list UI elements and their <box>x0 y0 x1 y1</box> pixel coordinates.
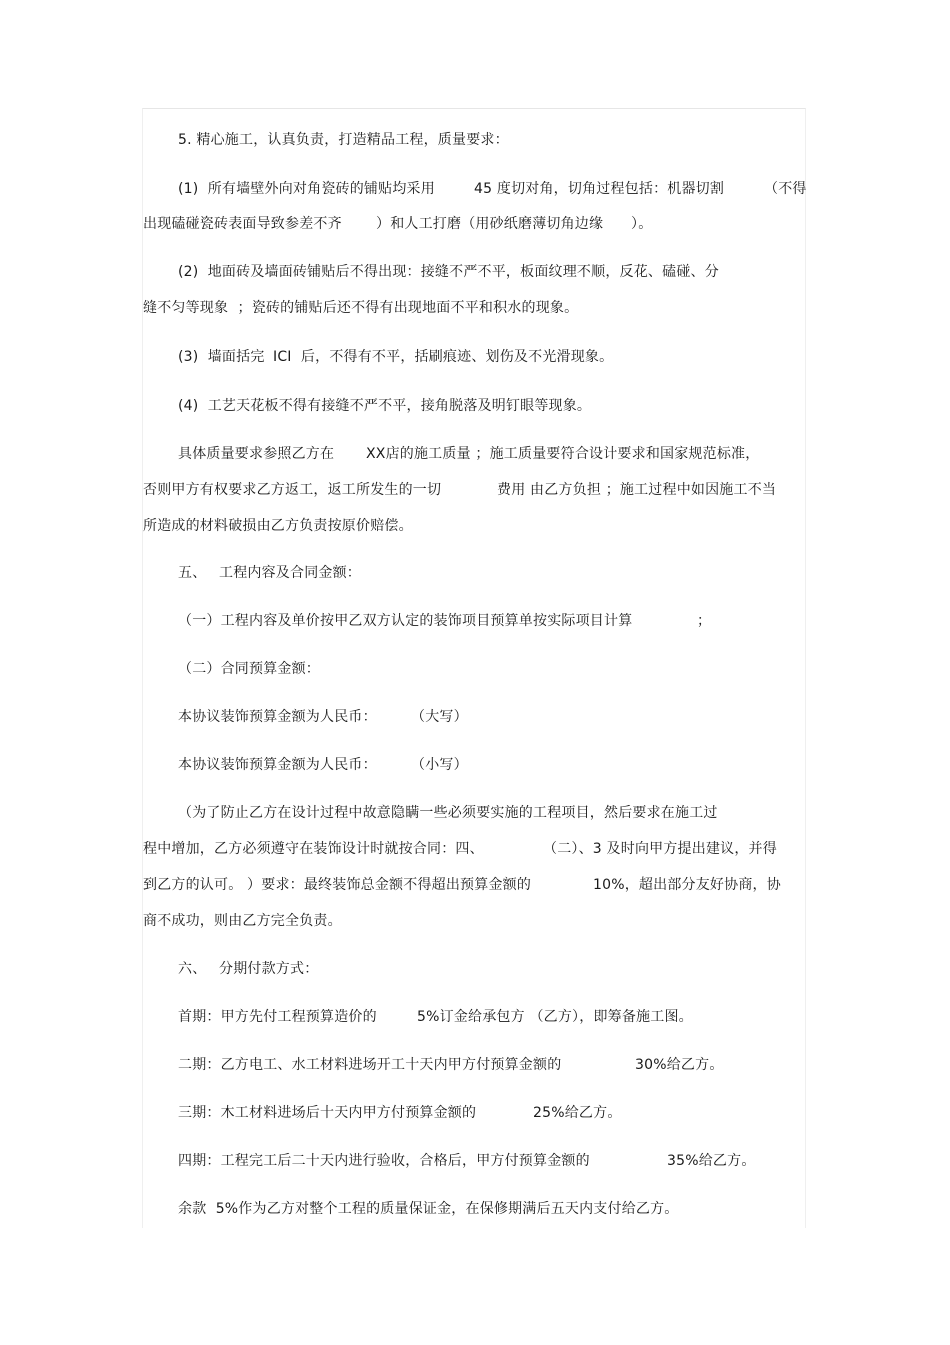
text-span: 5%订金给承包方 （乙方），即筹备施工图。 <box>417 1009 693 1025</box>
design-clause-line-1 <box>0 801 950 825</box>
text-span: 余款 5%作为乙方对整个工程的质量保证金，在保修期满后五天内支付给乙方。 <box>178 1201 679 1217</box>
text-span: 到乙方的认可。 ）要求：最终装饰总金额不得超出预算金额的 <box>143 877 532 893</box>
text-span: 程中增加，乙方必须遵守在装饰设计时就按合同：四、 <box>143 841 484 857</box>
text-span: （不得 <box>764 181 807 197</box>
text-span: 六、 <box>178 961 207 977</box>
section-5-heading <box>0 561 950 585</box>
text-span: 首期：甲方先付工程预算造价的 <box>178 1009 377 1025</box>
text-span: 所造成的材料破损由乙方负责按原价赔偿。 <box>143 518 413 534</box>
text-span: 本协议装饰预算金额为人民币： <box>178 709 377 725</box>
payment-phase-2 <box>0 1053 950 1077</box>
text-span: (3) 墙面括完 <box>178 349 265 365</box>
text-span: 25%给乙方。 <box>533 1105 622 1121</box>
text-span: 30%给乙方。 <box>635 1057 724 1073</box>
text-span: (1) 所有墙壁外向对角瓷砖的铺贴均采用 <box>178 181 435 197</box>
text-span: ICI 后，不得有不平，括刷痕迹、划伤及不光滑现象。 <box>273 349 614 365</box>
text-span: 分期付款方式： <box>219 961 319 977</box>
text-span: 商不成功，则由乙方完全负责。 <box>143 913 342 929</box>
text-span: 35%给乙方。 <box>667 1153 756 1169</box>
clause-5-2-line-1 <box>0 260 950 284</box>
payment-phase-4 <box>0 1149 950 1173</box>
budget-amount-figures <box>0 753 950 777</box>
text-span: (2) 地面砖及墙面砖铺贴后不得出现：接缝不严不平，板面纹理不顺，反花、磕碰、分 <box>178 264 719 280</box>
text-span: 具体质量要求参照乙方在 <box>178 446 335 462</box>
text-span: （二）、3 及时向甲方提出建议，并得 <box>543 841 777 857</box>
text-span: 10%，超出部分友好协商，协 <box>593 877 781 893</box>
text-span: 三期：木工材料进场后十天内甲方付预算金额的 <box>178 1105 477 1121</box>
text-span: 四期：工程完工后二十天内进行验收，合格后，甲方付预算金额的 <box>178 1153 590 1169</box>
design-clause-line-3 <box>0 873 950 897</box>
payment-phase-3 <box>0 1101 950 1125</box>
text-span: 5. 精心施工，认真负责，打造精品工程，质量要求： <box>178 132 509 148</box>
clause-5-3 <box>0 345 950 369</box>
text-span: 工程内容及合同金额： <box>219 565 361 581</box>
text-span: 出现磕碰瓷砖表面导致参差不齐 <box>143 216 342 232</box>
text-span: （大写） <box>411 709 468 725</box>
text-span: XX店的施工质量 ；施工质量要符合设计要求和国家规范标准， <box>366 446 760 462</box>
text-span: 否则甲方有权要求乙方返工，返工所发生的一切 <box>143 482 442 498</box>
clause-5-4 <box>0 394 950 418</box>
design-clause-line-2 <box>0 837 950 861</box>
section-5-item-1 <box>0 609 950 633</box>
text-span: ； <box>697 613 712 629</box>
payment-balance <box>0 1197 950 1221</box>
text-span: （二）合同预算金额： <box>178 661 320 677</box>
text-span: 本协议装饰预算金额为人民币： <box>178 757 377 773</box>
quality-requirement-line-1 <box>0 442 950 466</box>
quality-requirement-line-3 <box>0 514 950 538</box>
clause-5-1-line-1 <box>0 177 950 201</box>
text-span: （一）工程内容及单价按甲乙双方认定的装饰项目预算单按实际项目计算 <box>178 613 633 629</box>
text-span: (4) 工艺天花板不得有接缝不严不平，接角脱落及明钉眼等现象。 <box>178 398 592 414</box>
clause-5-heading <box>0 128 950 152</box>
quality-requirement-line-2 <box>0 478 950 502</box>
section-6-heading <box>0 957 950 981</box>
budget-amount-uppercase <box>0 705 950 729</box>
design-clause-line-4 <box>0 909 950 933</box>
section-5-item-2 <box>0 657 950 681</box>
payment-phase-1 <box>0 1005 950 1029</box>
clause-5-1-line-2 <box>0 212 950 236</box>
text-span: 45 度切对角，切角过程包括：机器切割 <box>474 181 725 197</box>
text-span: 五、 <box>178 565 207 581</box>
text-span: 缝不匀等现象 ；瓷砖的铺贴后还不得有出现地面不平和积水的现象。 <box>143 300 579 316</box>
text-span: ）和人工打磨（用砂纸磨薄切角边缘 <box>376 216 604 232</box>
text-span: （小写） <box>411 757 468 773</box>
text-span: 费用 由乙方负担 ；施工过程中如因施工不当 <box>497 482 777 498</box>
text-span: ）。 <box>631 216 653 232</box>
clause-5-2-line-2 <box>0 296 950 320</box>
text-span: （为了防止乙方在设计过程中故意隐瞒一些必须要实施的工程项目，然后要求在施工过 <box>178 805 718 821</box>
text-span: 二期：乙方电工、水工材料进场开工十天内甲方付预算金额的 <box>178 1057 562 1073</box>
